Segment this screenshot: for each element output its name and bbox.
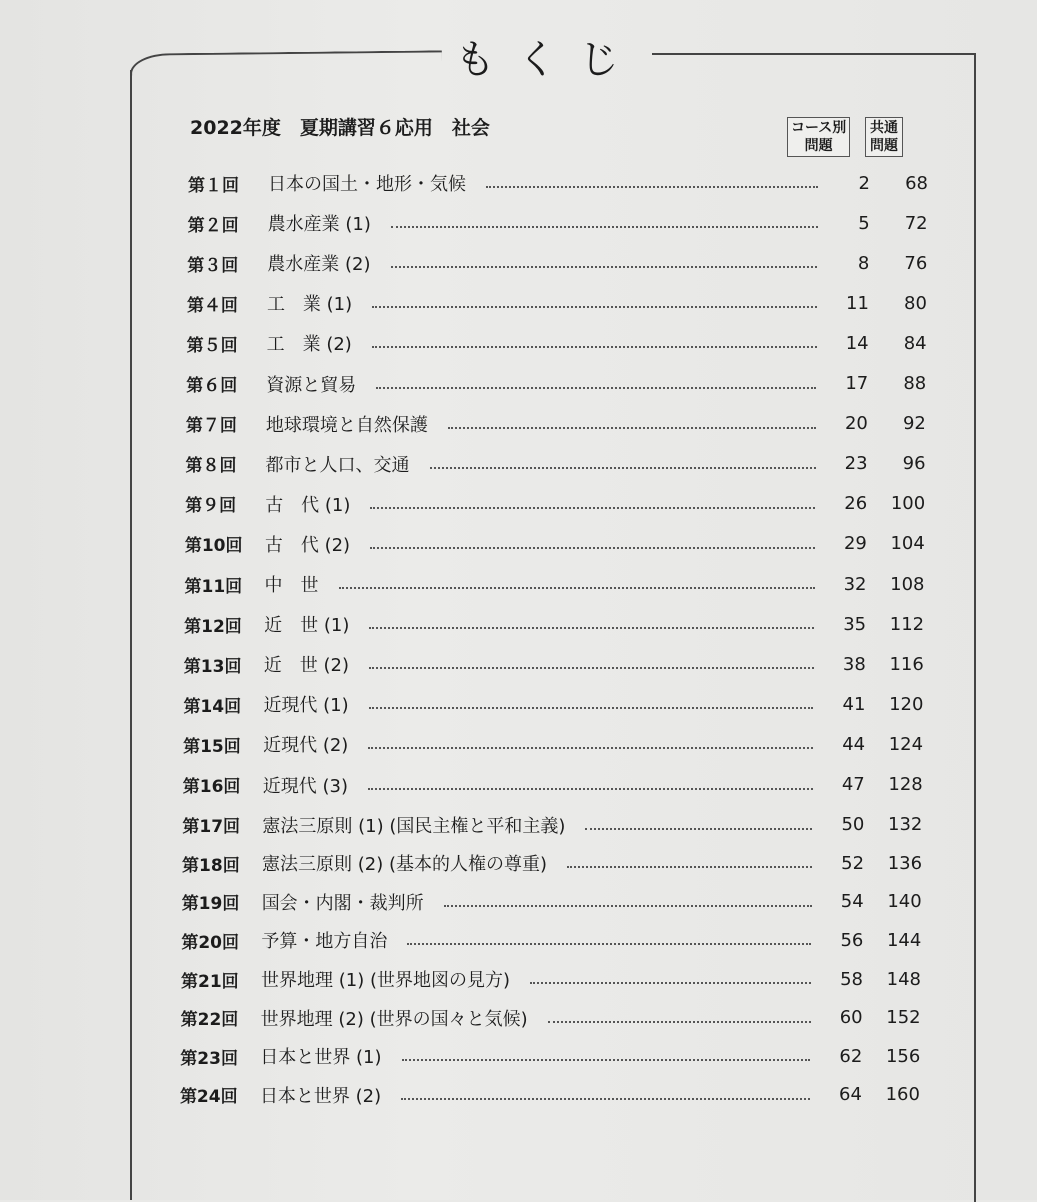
lesson-number: 第１回 <box>188 175 239 196</box>
toc-row <box>185 569 925 599</box>
toc-row <box>181 925 921 955</box>
dot-leader <box>372 306 817 308</box>
course-page: 38 <box>842 653 866 675</box>
lesson-title: 近現代 (2) <box>263 735 349 757</box>
common-page: 72 <box>904 212 928 234</box>
course-page: 58 <box>840 968 863 990</box>
toc-row <box>181 1003 921 1033</box>
lesson-title: 近現代 (3) <box>262 775 348 797</box>
course-page: 54 <box>840 891 864 913</box>
column-header-line: コース別 <box>791 120 847 136</box>
lesson-title: 資源と貿易 <box>266 374 357 396</box>
common-page: 124 <box>888 733 924 755</box>
dot-leader <box>444 905 812 907</box>
lesson-title: 世界地理 (2) (世界の国々と気候) <box>260 1008 528 1030</box>
course-page: 8 <box>857 252 870 274</box>
common-page: 92 <box>902 413 926 435</box>
common-page: 140 <box>887 891 922 913</box>
dot-leader <box>585 828 812 830</box>
lesson-title: 農水産業 (2) <box>267 254 371 276</box>
toc-row <box>180 1080 920 1110</box>
lesson-title: 古 代 (2) <box>264 534 351 556</box>
dot-leader <box>401 1098 810 1100</box>
lesson-title: 日本と世界 (2) <box>259 1085 382 1107</box>
dot-leader <box>369 627 814 629</box>
course-page: 62 <box>839 1045 863 1067</box>
lesson-title: 都市と人口、交通 <box>265 454 410 476</box>
dot-leader <box>486 186 818 188</box>
lesson-number: 第19回 <box>181 894 240 915</box>
common-page: 156 <box>885 1045 921 1067</box>
toc-row <box>188 168 928 198</box>
lesson-number: 第15回 <box>183 736 241 757</box>
lesson-number: 第20回 <box>181 932 240 953</box>
dot-leader <box>448 427 816 429</box>
lesson-number: 第４回 <box>186 295 238 316</box>
lesson-title: 日本と世界 (1) <box>260 1047 382 1069</box>
dot-leader <box>407 943 811 945</box>
common-page: 84 <box>903 332 927 354</box>
common-page: 88 <box>903 373 927 394</box>
common-page: 68 <box>905 172 928 194</box>
course-page: 2 <box>858 172 870 194</box>
dot-leader <box>370 507 815 509</box>
course-page: 20 <box>844 413 868 435</box>
lesson-title: 近 世 (2) <box>263 655 350 677</box>
common-page: 144 <box>886 929 922 951</box>
document-subtitle: 2022年度 夏期講習６応用 社会 <box>190 117 490 139</box>
lesson-title: 国会・内閣・裁判所 <box>261 892 424 914</box>
lesson-number: 第11回 <box>184 576 243 597</box>
dot-leader <box>372 346 817 348</box>
course-page: 17 <box>845 373 869 394</box>
lesson-title: 近 世 (1) <box>264 615 350 637</box>
course-page: 32 <box>843 573 867 595</box>
toc-row <box>184 649 924 679</box>
column-header-course <box>787 117 850 157</box>
lesson-number: 第24回 <box>179 1087 238 1108</box>
lesson-title: 予算・地方自治 <box>261 931 388 953</box>
toc-row <box>187 248 927 278</box>
course-page: 5 <box>858 212 870 234</box>
lesson-number: 第９回 <box>185 496 237 517</box>
course-page: 50 <box>841 814 865 836</box>
common-page: 108 <box>890 573 925 595</box>
page-title: もくじ <box>455 37 641 83</box>
lesson-number: 第13回 <box>183 656 242 677</box>
common-page: 100 <box>890 493 926 515</box>
toc-row <box>186 369 926 399</box>
lesson-number: 第21回 <box>181 971 239 992</box>
lesson-number: 第14回 <box>183 696 242 717</box>
common-page: 96 <box>902 453 926 475</box>
common-page: 160 <box>885 1084 920 1106</box>
lesson-title: 古 代 (1) <box>265 494 351 516</box>
lesson-title: 農水産業 (1) <box>267 214 371 236</box>
lesson-number: 第23回 <box>180 1048 238 1069</box>
column-header-common <box>865 117 903 157</box>
toc-row <box>182 887 922 917</box>
lesson-title: 近現代 (1) <box>263 695 349 717</box>
dot-leader <box>530 982 811 984</box>
toc-row <box>181 964 921 994</box>
course-page: 35 <box>843 613 867 635</box>
toc-row <box>182 810 922 840</box>
column-header-text: 共通問題 <box>870 120 898 154</box>
course-page: 41 <box>842 693 866 715</box>
lesson-title: 工 業 (2) <box>266 334 352 356</box>
course-page: 23 <box>844 453 868 475</box>
column-header-line: 問題 <box>804 138 833 154</box>
course-page: 64 <box>839 1084 862 1106</box>
dot-leader <box>369 667 814 669</box>
dot-leader <box>369 707 814 709</box>
lesson-title: 地球環境と自然保護 <box>265 414 428 436</box>
frame-border <box>130 50 442 75</box>
course-page: 29 <box>843 533 867 555</box>
lesson-number: 第２回 <box>187 215 239 236</box>
dot-leader <box>402 1059 811 1061</box>
toc-row <box>185 489 925 519</box>
common-page: 128 <box>888 774 923 795</box>
lesson-title: 世界地理 (1) (世界地図の見方) <box>261 970 510 991</box>
toc-row <box>186 449 926 479</box>
dot-leader <box>430 467 816 469</box>
dot-leader <box>368 747 813 749</box>
common-page: 132 <box>888 814 923 836</box>
lesson-number: 第３回 <box>187 255 239 276</box>
frame-border <box>130 70 132 1200</box>
lesson-title: 憲法三原則 (2) (基本的人権の尊重) <box>262 854 548 876</box>
course-page: 60 <box>839 1007 863 1029</box>
course-page: 56 <box>840 929 864 951</box>
lesson-number: 第７回 <box>185 416 237 437</box>
lesson-number: 第18回 <box>182 855 240 876</box>
common-page: 116 <box>889 653 924 675</box>
course-page: 47 <box>841 774 865 795</box>
dot-leader <box>391 226 818 228</box>
lesson-number: 第10回 <box>184 536 243 557</box>
toc-row <box>183 770 923 800</box>
dot-leader <box>339 587 815 589</box>
course-page: 52 <box>841 852 865 874</box>
dot-leader <box>391 266 818 268</box>
toc-row <box>187 328 927 358</box>
common-page: 112 <box>889 613 925 635</box>
lesson-number: 第16回 <box>182 777 241 797</box>
lesson-number: 第６回 <box>186 376 238 396</box>
common-page: 136 <box>887 852 923 874</box>
lesson-number: 第８回 <box>185 456 237 477</box>
common-page: 76 <box>904 252 928 274</box>
lesson-title: 工 業 (1) <box>266 294 353 316</box>
toc-row <box>185 529 925 559</box>
lesson-number: 第５回 <box>186 335 238 356</box>
toc-row <box>187 288 927 318</box>
dot-leader <box>567 866 812 868</box>
lesson-title: 中 世 <box>264 575 319 596</box>
toc-row <box>186 409 926 439</box>
dot-leader <box>368 788 813 790</box>
toc-row <box>188 208 928 238</box>
course-page: 26 <box>844 493 868 515</box>
dot-leader <box>376 387 816 389</box>
toc-row <box>182 848 922 878</box>
lesson-title: 憲法三原則 (1) (国民主権と平和主義) <box>262 815 566 837</box>
common-page: 120 <box>889 693 924 715</box>
course-page: 14 <box>845 332 869 354</box>
toc-row <box>183 689 923 719</box>
lesson-number: 第22回 <box>180 1010 239 1031</box>
course-page: 11 <box>846 292 869 314</box>
lesson-number: 第12回 <box>184 616 242 637</box>
toc-row <box>183 729 923 759</box>
common-page: 148 <box>886 968 921 990</box>
dot-leader <box>548 1021 811 1023</box>
toc-row <box>180 1041 920 1071</box>
course-page: 44 <box>842 733 866 755</box>
dot-leader <box>370 547 815 549</box>
common-page: 152 <box>886 1007 921 1029</box>
toc-row <box>184 609 924 639</box>
lesson-number: 第17回 <box>182 817 241 838</box>
common-page: 104 <box>890 533 925 555</box>
common-page: 80 <box>904 292 927 314</box>
lesson-title: 日本の国土・地形・気候 <box>268 174 466 195</box>
